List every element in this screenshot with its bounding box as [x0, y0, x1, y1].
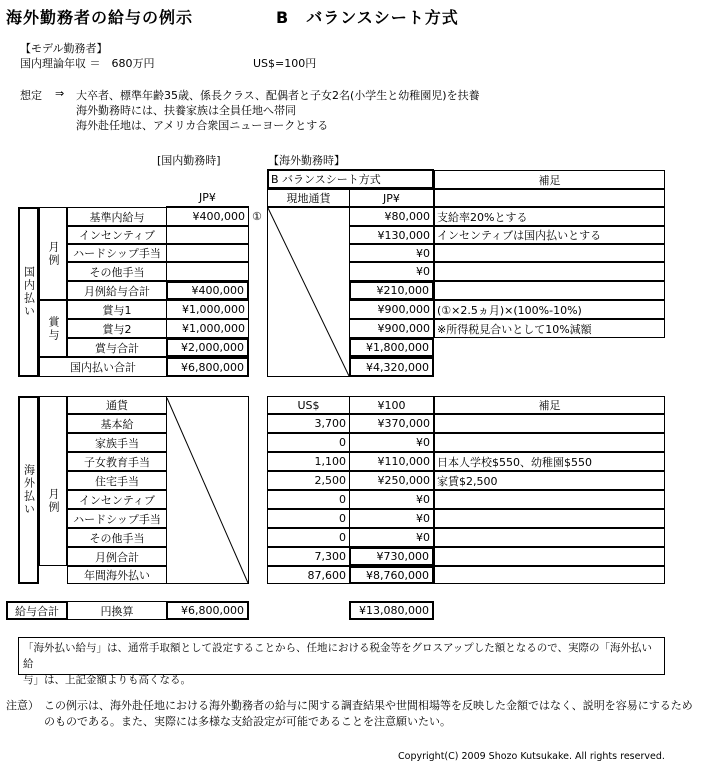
table-row-label: ハードシップ手当 [67, 509, 167, 528]
overseas-amount: ¥1,800,000 [349, 338, 434, 357]
assumption-arrow: ⇒ [55, 87, 65, 100]
local-currency-blank [267, 207, 350, 377]
table-row-label: 年間海外払い [67, 566, 167, 584]
monthly-label: 月例 [39, 207, 67, 300]
usd-amount: 7,300 [267, 547, 350, 566]
table-row-label: 賞与1 [67, 300, 167, 319]
table-row-label: 月例給与合計 [67, 281, 167, 300]
jpy-amount: ¥730,000 [349, 547, 434, 566]
jpy-amount: ¥110,000 [349, 452, 434, 471]
note-cell [434, 547, 665, 566]
note-cell [434, 490, 665, 509]
assumption-line: 海外勤務時には、扶養家族は全員任地へ帯同 [76, 104, 296, 117]
overseas-amount: ¥80,000 [349, 207, 434, 226]
conversion-label: 円換算 [67, 601, 167, 620]
usd-amount: 0 [267, 490, 350, 509]
total-label: 給与合計 [6, 601, 68, 620]
model-salary: 国内理論年収 ＝ 680万円 [20, 57, 155, 70]
overseas-amount: ¥0 [349, 244, 434, 262]
note-cell [434, 262, 665, 281]
table-row-label: 国内払い合計 [39, 357, 167, 377]
domestic-amount: ¥6,800,000 [166, 357, 249, 377]
notes-header: 補足 [434, 170, 665, 189]
table-row-label: 賞与合計 [67, 338, 167, 357]
domestic-amount: ¥1,000,000 [166, 300, 249, 319]
jpy-amount: ¥8,760,000 [349, 566, 434, 584]
note-cell: 日本人学校$550、幼稚園$550 [434, 452, 665, 471]
domestic-section-label: [国内勤務時] [157, 154, 221, 167]
jpy-amount: ¥0 [349, 528, 434, 547]
overseas-section-label: 【海外勤務時】 [268, 154, 345, 167]
table-row-label: ハードシップ手当 [67, 244, 167, 262]
note-cell: 支給率20%とする [434, 207, 665, 226]
domestic-amount [166, 226, 249, 244]
usd-amount: 87,600 [267, 566, 350, 584]
usd-header: US$ [267, 396, 350, 414]
note-cell: インセンティブは国内払いとする [434, 226, 665, 244]
note-cell: (①×2.5ヵ月)×(100%-10%) [434, 300, 665, 319]
table-row-label: 家族手当 [67, 433, 167, 452]
total-domestic: ¥6,800,000 [166, 601, 249, 620]
table-row-label: 賞与2 [67, 319, 167, 338]
table-row-label: 住宅手当 [67, 471, 167, 490]
note-cell [434, 244, 665, 262]
note-cell: 家賃$2,500 [434, 471, 665, 490]
overseas-amount: ¥900,000 [349, 319, 434, 338]
caution-line: のものである。また、実際には多様な支給設定が可能であることを注意願いたい。 [44, 715, 451, 728]
assumption-line: 大卒者、標準年齢35歳、係長クラス、配偶者と子女2名(小学生と幼稚園児)を扶養 [76, 89, 480, 102]
overseas-amount: ¥130,000 [349, 226, 434, 244]
note-cell [434, 528, 665, 547]
jpy100-header: ¥100 [349, 396, 434, 414]
usd-amount: 0 [267, 528, 350, 547]
domestic-amount: ¥400,000 [166, 281, 249, 300]
footnote-line: 与」は、上記金額よりも高くなる。 [23, 674, 191, 686]
usd-amount: 2,500 [267, 471, 350, 490]
bonus-label: 賞与 [39, 300, 67, 357]
jpy-amount: ¥370,000 [349, 414, 434, 433]
usd-amount: 3,700 [267, 414, 350, 433]
table-row-label: インセンティブ [67, 226, 167, 244]
overseas-amount: ¥4,320,000 [349, 357, 434, 377]
jpy-header: JP¥ [166, 189, 249, 207]
note-cell [434, 566, 665, 584]
page-title: 海外勤務者の給与の例示 [6, 8, 194, 27]
overseas-notes-header: 補足 [434, 396, 665, 414]
jpy-amount: ¥0 [349, 490, 434, 509]
usd-amount: 0 [267, 509, 350, 528]
domestic-amount [166, 262, 249, 281]
jpy-amount: ¥0 [349, 433, 434, 452]
exchange-rate: US$=100円 [253, 57, 317, 70]
page-subtitle: B バランスシート方式 [276, 8, 459, 27]
note-cell: ※所得税見合いとして10%減額 [434, 319, 665, 338]
table-row-label: その他手当 [67, 528, 167, 547]
domestic-amount [166, 244, 249, 262]
total-overseas: ¥13,080,000 [349, 601, 434, 620]
currency-header: 通貨 [67, 396, 167, 414]
circle-one-marker: ① [252, 210, 262, 223]
note-cell [434, 509, 665, 528]
overseas-amount: ¥0 [349, 262, 434, 281]
domestic-amount: ¥1,000,000 [166, 319, 249, 338]
jpy-amount: ¥0 [349, 509, 434, 528]
table-row-label: 基準内給与 [67, 207, 167, 226]
table-row-label: 月例合計 [67, 547, 167, 566]
overseas-monthly-label: 月例 [39, 396, 67, 566]
caution-line: この例示は、海外赴任地における海外勤務者の給与に関する調査結果や世間相場等を反映した金額ではなく、説明を容易にするため [44, 699, 693, 712]
assumption-label: 想定 [20, 89, 42, 102]
jpy-header-overseas: JP¥ [349, 189, 434, 207]
assumption-line: 海外赴任地は、アメリカ合衆国ニューヨークとする [76, 119, 329, 132]
overseas-domestic-blank [166, 396, 249, 584]
footnote-line: 「海外払い給与」は、通常手取額として設定することから、任地における税金等をグロスアップした額となるので、実際の「海外払い給 [23, 642, 653, 670]
overseas-amount: ¥210,000 [349, 281, 434, 300]
footnote-box [18, 637, 665, 686]
copyright: Copyright(C) 2009 Shozo Kutsukake. All rights reserved. [398, 751, 665, 762]
table-row-label: 基本給 [67, 414, 167, 433]
table-row-label: 子女教育手当 [67, 452, 167, 471]
usd-amount: 1,100 [267, 452, 350, 471]
overseas-amount: ¥900,000 [349, 300, 434, 319]
domestic-amount: ¥400,000 [166, 207, 249, 226]
note-cell [434, 414, 665, 433]
note-cell [434, 433, 665, 452]
notes-header-blank [434, 189, 665, 207]
domestic-group-label: 国内払い [18, 207, 39, 377]
table-row-label: インセンティブ [67, 490, 167, 509]
domestic-amount: ¥2,000,000 [166, 338, 249, 357]
note-cell [434, 281, 665, 300]
table-row-label: その他手当 [67, 262, 167, 281]
jpy-amount: ¥250,000 [349, 471, 434, 490]
overseas-group-label: 海外払い [18, 396, 39, 584]
method-header: B バランスシート方式 [267, 169, 434, 189]
caution-label: 注意） [6, 699, 39, 712]
model-label: 【モデル勤務者】 [20, 42, 108, 55]
local-currency-header: 現地通貨 [267, 189, 350, 207]
usd-amount: 0 [267, 433, 350, 452]
